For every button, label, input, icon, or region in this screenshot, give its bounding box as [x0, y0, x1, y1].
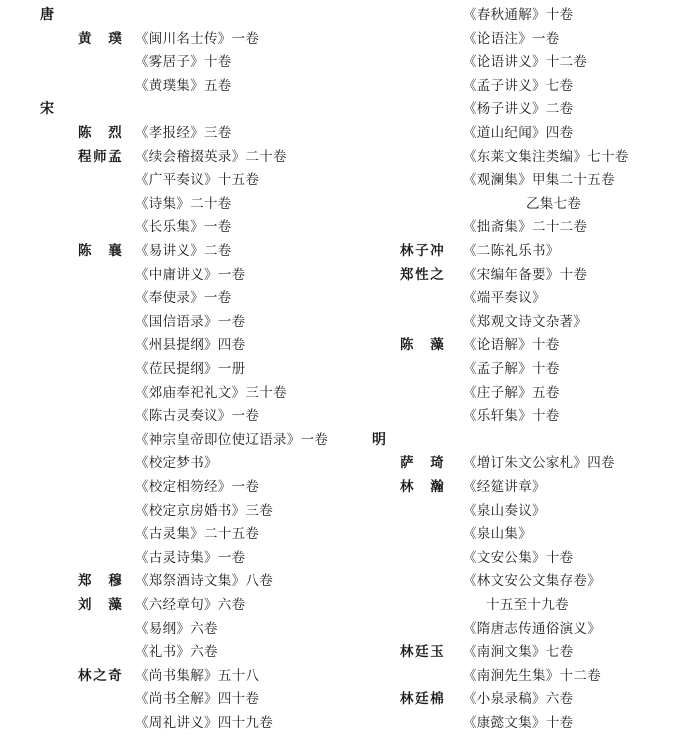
work-title: 《奉使录》一卷: [135, 290, 232, 307]
entry-row: [360, 712, 690, 736]
entry-row: [0, 547, 360, 571]
entry-row: [360, 334, 690, 358]
work-title: 《莅民提纲》一册: [135, 361, 246, 377]
entry-row: [0, 618, 360, 642]
entry-row: [0, 122, 360, 146]
dynasty-row: [360, 429, 690, 453]
work-title: 《杨子讲义》二卷: [463, 101, 574, 118]
author-name: 林廷玉: [400, 644, 444, 661]
work-title: 《二陈礼乐书》: [463, 243, 560, 259]
entry-row: [360, 264, 690, 288]
work-title: 《古灵集》二十五卷: [135, 526, 260, 543]
work-title: 《尚书全解》四十卷: [135, 691, 260, 708]
entry-row: [0, 452, 360, 476]
author-name: 陈 藻: [400, 337, 444, 354]
work-title: 《东莱文集注类编》七十卷: [463, 148, 629, 165]
entry-row: [360, 51, 690, 75]
work-title: 《校定相笏经》一卷: [135, 479, 260, 495]
work-title: 《长乐集》一卷: [135, 219, 232, 236]
entry-row: [360, 240, 690, 264]
entry-row: [0, 688, 360, 712]
entry-row: [360, 122, 690, 146]
work-title: 《康懿文集》十卷: [463, 715, 574, 731]
entry-row: [0, 641, 360, 665]
entry-row: [0, 358, 360, 382]
entry-row: [360, 287, 690, 311]
work-title: 《论语注》一卷: [463, 30, 560, 47]
entry-row: [360, 641, 690, 665]
work-title: 《古灵诗集》一卷: [135, 549, 246, 566]
author-name: 林廷棉: [400, 691, 444, 708]
work-title: 《孟子解》十卷: [463, 361, 560, 377]
work-title: 《隋唐志传通俗演义》: [463, 620, 601, 637]
dynasty-heading: 明: [372, 431, 387, 448]
work-title: 《广平奏议》十五卷: [135, 172, 260, 189]
work-title: 《雾居子》十卷: [135, 54, 232, 71]
entry-row: [360, 98, 690, 122]
entry-row: [360, 146, 690, 170]
entry-row: [0, 216, 360, 240]
entry-row: [360, 382, 690, 406]
work-title: 《文安公集》十卷: [463, 549, 574, 566]
entry-row: [0, 523, 360, 547]
work-title: 《论语解》十卷: [463, 337, 560, 354]
entry-row: [360, 358, 690, 382]
work-title: 《孟子讲义》七卷: [463, 77, 574, 94]
work-title: 《周礼讲义》四十九卷: [135, 715, 273, 731]
entry-row: [360, 75, 690, 99]
work-title: 《郑观文诗文杂著》: [463, 313, 588, 330]
entry-row: [360, 547, 690, 571]
entry-row: [0, 169, 360, 193]
work-title: 《易讲义》二卷: [135, 243, 232, 259]
work-title: 《拙斋集》二十二卷: [463, 219, 588, 236]
entry-row: [360, 216, 690, 240]
work-title: 《陈古灵奏议》一卷: [135, 408, 260, 425]
entry-row: [0, 570, 360, 594]
work-title: 《经筵讲章》: [463, 479, 546, 495]
entry-row: [360, 618, 690, 642]
entry-row: [0, 311, 360, 335]
entry-row: [360, 405, 690, 429]
author-name: 刘 藻: [78, 597, 122, 613]
entry-row: [0, 193, 360, 217]
work-title: 《黄璞集》五卷: [135, 77, 232, 94]
work-title: 《泉山奏议》: [463, 502, 546, 519]
dynasty-heading: 唐: [40, 7, 55, 23]
entry-row: [0, 264, 360, 288]
entry-row: [360, 688, 690, 712]
author-name: 陈 烈: [78, 125, 122, 141]
entry-row: [0, 287, 360, 311]
work-title: 《神宗皇帝即位使辽语录》一卷: [135, 431, 329, 448]
dynasty-row: [0, 98, 360, 122]
work-title: 《续会稽掇英录》二十卷: [135, 148, 287, 165]
work-title: 《南涧文集》七卷: [463, 644, 574, 661]
work-title: 《中庸讲义》一卷: [135, 266, 246, 283]
work-title: 《闽川名士传》一卷: [135, 30, 260, 47]
entry-row: [0, 240, 360, 264]
work-title: 《易纲》六卷: [135, 620, 218, 637]
work-title: 《郑祭酒诗文集》八卷: [135, 573, 273, 590]
entry-row: [360, 570, 690, 594]
entry-row: [360, 169, 690, 193]
work-continuation: 十五至十九卷: [486, 597, 569, 613]
author-name: 郑性之: [400, 266, 444, 283]
entry-row: [360, 4, 690, 28]
entry-row: [360, 665, 690, 689]
entry-row: [0, 405, 360, 429]
work-title: 《增订朱文公家札》四卷: [463, 455, 615, 472]
work-title: 《宋编年备要》十卷: [463, 266, 588, 283]
work-title: 《校定梦书》: [135, 455, 218, 472]
entry-row: [360, 311, 690, 335]
entry-row: [0, 28, 360, 52]
author-name: 林 瀚: [400, 479, 444, 495]
entry-row: [360, 28, 690, 52]
work-title: 《道山纪闻》四卷: [463, 125, 574, 141]
work-title: 《国信语录》一卷: [135, 313, 246, 330]
work-title: 《论语讲义》十二卷: [463, 54, 588, 71]
entry-row: [0, 75, 360, 99]
work-title: 《泉山集》: [463, 526, 532, 543]
author-name: 黄 璞: [78, 30, 122, 47]
author-name: 郑 穆: [78, 573, 122, 590]
entry-row: [0, 500, 360, 524]
work-title: 《礼书》六卷: [135, 644, 218, 661]
entry-row: [0, 146, 360, 170]
entry-row: [360, 594, 690, 618]
entry-row: [0, 429, 360, 453]
entry-row: [360, 476, 690, 500]
work-title: 《林文安公文集存卷》: [463, 573, 601, 590]
entry-row: [360, 523, 690, 547]
work-title: 《郊庙奉祀礼文》三十卷: [135, 384, 287, 401]
entry-row: [0, 382, 360, 406]
dynasty-heading: 宋: [40, 101, 55, 118]
work-title: 《校定京房婚书》三卷: [135, 502, 273, 519]
work-title: 《尚书集解》五十八: [135, 667, 260, 684]
entry-row: [360, 500, 690, 524]
entry-row: [0, 665, 360, 689]
author-name: 程师孟: [78, 148, 122, 165]
author-name: 陈 襄: [78, 243, 122, 259]
work-continuation: 乙集七卷: [526, 195, 582, 212]
work-title: 《六经章句》六卷: [135, 597, 246, 613]
work-title: 《南涧先生集》十二卷: [463, 667, 601, 684]
work-title: 《庄子解》五卷: [463, 384, 560, 401]
work-title: 《观澜集》甲集二十五卷: [463, 172, 615, 189]
work-title: 《小泉录稿》六卷: [463, 691, 574, 708]
entry-row: [0, 51, 360, 75]
work-title: 《春秋通解》十卷: [463, 7, 574, 23]
entry-row: [360, 452, 690, 476]
author-name: 林子冲: [400, 243, 444, 259]
dynasty-row: [0, 4, 360, 28]
work-title: 《诗集》二十卷: [135, 195, 232, 212]
work-title: 《乐轩集》十卷: [463, 408, 560, 425]
author-name: 林之奇: [78, 667, 122, 684]
work-title: 《孝报经》三卷: [135, 125, 232, 141]
entry-row: [0, 712, 360, 736]
entry-row: [0, 594, 360, 618]
work-title: 《州县提纲》四卷: [135, 337, 246, 354]
work-title: 《端平奏议》: [463, 290, 546, 307]
entry-row: [0, 476, 360, 500]
entry-row: [0, 334, 360, 358]
author-name: 萨 琦: [400, 455, 444, 472]
entry-row: [360, 193, 690, 217]
